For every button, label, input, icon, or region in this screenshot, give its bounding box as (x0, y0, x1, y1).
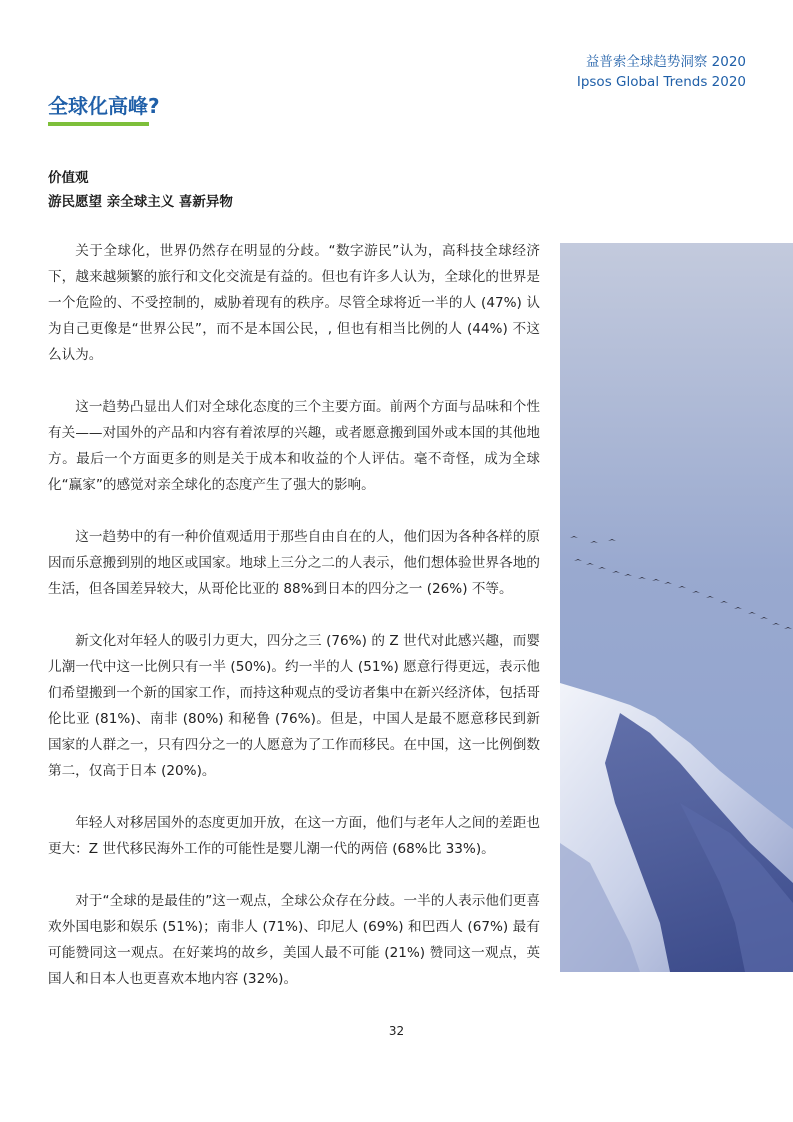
mountain-birds-photo (560, 243, 793, 972)
section-title: 全球化高峰? (48, 94, 160, 118)
paragraph: 新文化对年轻人的吸引力更大，四分之三 (76%) 的 Z 世代对此感兴趣，而婴儿潮一代中这一比例只有一半 (50%)。约一半的人 (51%) 愿意行得更远，表示他们希望搬到一个新的国家工作，而持这种观点的受访者集中在新兴经济体，包括哥伦比亚 (81%)、南非 (80%) 和秘鲁 (76%)。但是，中国人是最不愿意移民到新国家的人群之一，只有四分之一的人愿意为了工作而移民。在中国，这一比例倒数第二，仅高于日本 (20%)。 (48, 633, 540, 779)
paragraph: 这一趋势中的有一种价值观适用于那些自由自在的人，他们因为各种各样的原因而乐意搬到别的地区或国家。地球上三分之二的人表示，他们想体验世界各地的生活，但各国差异较大，从哥伦比亚的 88%到日本的四分之一 (26%) 不等。 (48, 529, 540, 597)
subheading-themes: 游民愿望 亲全球主义 喜新异物 (48, 194, 233, 210)
subheading-values: 价值观 (48, 170, 89, 186)
header-brand (577, 52, 746, 92)
paragraph: 关于全球化，世界仍然存在明显的分歧。“数字游民”认为，高科技全球经济下，越来越频繁的旅行和文化交流是有益的。但也有许多人认为，全球化的世界是一个危险的、不受控制的，威胁着现有的秩序。尽管全球将近一半的人 (47%) 认为自己更像是“世界公民”，而不是本国公民，, 但也有相当比例的人 (44%) 不这么认为。 (48, 243, 540, 363)
title-underline (48, 122, 149, 126)
paragraph: 对于“全球的是最佳的”这一观点，全球公众存在分歧。一半的人表示他们更喜欢外国电影和娱乐 (51%)；南非人 (71%)、印尼人 (69%) 和巴西人 (67%) 最有可能赞同这一观点。在好莱坞的故乡，美国人最不可能 (21%) 赞同这一观点，英国人和日本人也更喜欢本地内容 (32%)。 (48, 893, 540, 987)
page-number: 32 (388, 1024, 405, 1038)
brand-title-en: Ipsos Global Trends 2020 (576, 74, 746, 90)
body-text (48, 238, 540, 1018)
brand-title-cn: 益普索全球趋势洞察 2020 (585, 54, 746, 70)
paragraph: 这一趋势凸显出人们对全球化态度的三个主要方面。前两个方面与品味和个性有关——对国外的产品和内容有着浓厚的兴趣，或者愿意搬到国外或本国的其他地方。最后一个方面更多的则是关于成本和收益的个人评估。毫不奇怪，成为全球化“赢家”的感觉对亲全球化的态度产生了强大的影响。 (48, 399, 540, 493)
paragraph: 年轻人对移居国外的态度更加开放，在这一方面，他们与老年人之间的差距也更大：Z 世代移民海外工作的可能性是婴儿潮一代的两倍 (68%比 33%)。 (48, 815, 540, 857)
